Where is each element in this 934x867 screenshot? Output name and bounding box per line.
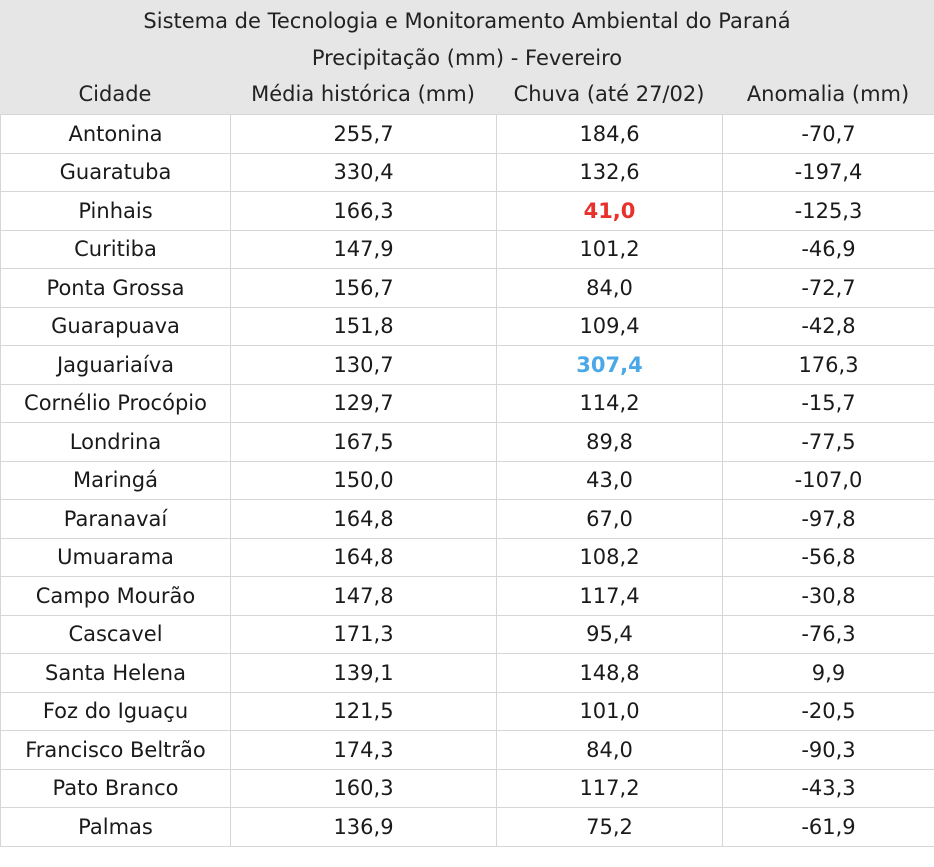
precipitation-table: [0, 114, 934, 847]
anomaly-cell: -43,3: [723, 769, 934, 808]
table-row: [1, 538, 934, 577]
historical-average-cell: 156,7: [231, 269, 497, 308]
table-row: [1, 769, 934, 808]
rainfall-cell: 114,2: [497, 384, 723, 423]
rainfall-cell: 117,2: [497, 769, 723, 808]
column-header-cidade: Cidade: [78, 82, 152, 106]
city-cell: Foz do Iguaçu: [1, 692, 231, 731]
city-cell: Jaguariaíva: [1, 346, 231, 385]
column-headers: [0, 74, 934, 114]
city-cell: Umuarama: [1, 538, 231, 577]
city-cell: Santa Helena: [1, 654, 231, 693]
table-row: [1, 153, 934, 192]
column-header-anomalia: Anomalia (mm): [746, 82, 910, 106]
historical-average-cell: 136,9: [231, 808, 497, 847]
anomaly-cell: 9,9: [723, 654, 934, 693]
table-row: [1, 577, 934, 616]
table-row: [1, 461, 934, 500]
anomaly-cell: -30,8: [723, 577, 934, 616]
table-row: [1, 500, 934, 539]
historical-average-cell: 167,5: [231, 423, 497, 462]
report-title: Sistema de Tecnologia e Monitoramento Ambiental do Paraná: [143, 9, 791, 33]
column-header-chuva: Chuva (até 27/02): [513, 82, 705, 106]
rainfall-cell: 148,8: [497, 654, 723, 693]
rainfall-cell: 84,0: [497, 269, 723, 308]
table-row: [1, 346, 934, 385]
anomaly-cell: -107,0: [723, 461, 934, 500]
table-header: [0, 0, 934, 114]
rainfall-cell: 307,4: [497, 346, 723, 385]
table-row: [1, 731, 934, 770]
table-row: [1, 230, 934, 269]
table-row: [1, 423, 934, 462]
rainfall-cell: 67,0: [497, 500, 723, 539]
city-cell: Guaratuba: [1, 153, 231, 192]
city-cell: Curitiba: [1, 230, 231, 269]
anomaly-cell: 176,3: [723, 346, 934, 385]
anomaly-cell: -197,4: [723, 153, 934, 192]
historical-average-cell: 330,4: [231, 153, 497, 192]
table-row: [1, 307, 934, 346]
city-cell: Cornélio Procópio: [1, 384, 231, 423]
anomaly-cell: -15,7: [723, 384, 934, 423]
historical-average-cell: 147,8: [231, 577, 497, 616]
historical-average-cell: 130,7: [231, 346, 497, 385]
table-row: [1, 692, 934, 731]
historical-average-cell: 151,8: [231, 307, 497, 346]
anomaly-cell: -72,7: [723, 269, 934, 308]
city-cell: Antonina: [1, 115, 231, 154]
city-cell: Cascavel: [1, 615, 231, 654]
anomaly-cell: -56,8: [723, 538, 934, 577]
rainfall-cell: 41,0: [497, 192, 723, 231]
historical-average-cell: 147,9: [231, 230, 497, 269]
anomaly-cell: -70,7: [723, 115, 934, 154]
city-cell: Pato Branco: [1, 769, 231, 808]
historical-average-cell: 164,8: [231, 538, 497, 577]
anomaly-cell: -90,3: [723, 731, 934, 770]
anomaly-cell: -42,8: [723, 307, 934, 346]
rainfall-cell: 43,0: [497, 461, 723, 500]
historical-average-cell: 164,8: [231, 500, 497, 539]
city-cell: Ponta Grossa: [1, 269, 231, 308]
anomaly-cell: -125,3: [723, 192, 934, 231]
rainfall-cell: 89,8: [497, 423, 723, 462]
table-row: [1, 808, 934, 847]
city-cell: Campo Mourão: [1, 577, 231, 616]
city-cell: Paranavaí: [1, 500, 231, 539]
table-row: [1, 192, 934, 231]
anomaly-cell: -97,8: [723, 500, 934, 539]
historical-average-cell: 174,3: [231, 731, 497, 770]
rainfall-cell: 101,2: [497, 230, 723, 269]
table-body: [1, 115, 934, 847]
historical-average-cell: 166,3: [231, 192, 497, 231]
city-cell: Palmas: [1, 808, 231, 847]
historical-average-cell: 150,0: [231, 461, 497, 500]
table-row: [1, 654, 934, 693]
city-cell: Guarapuava: [1, 307, 231, 346]
column-header-media: Média histórica (mm): [251, 82, 475, 106]
rainfall-cell: 75,2: [497, 808, 723, 847]
city-cell: Pinhais: [1, 192, 231, 231]
anomaly-cell: -46,9: [723, 230, 934, 269]
historical-average-cell: 160,3: [231, 769, 497, 808]
table-row: [1, 269, 934, 308]
anomaly-cell: -76,3: [723, 615, 934, 654]
city-cell: Francisco Beltrão: [1, 731, 231, 770]
anomaly-cell: -61,9: [723, 808, 934, 847]
rainfall-cell: 95,4: [497, 615, 723, 654]
historical-average-cell: 129,7: [231, 384, 497, 423]
historical-average-cell: 255,7: [231, 115, 497, 154]
historical-average-cell: 121,5: [231, 692, 497, 731]
anomaly-cell: -20,5: [723, 692, 934, 731]
rainfall-cell: 101,0: [497, 692, 723, 731]
rainfall-cell: 84,0: [497, 731, 723, 770]
city-cell: Londrina: [1, 423, 231, 462]
table-row: [1, 615, 934, 654]
rainfall-cell: 184,6: [497, 115, 723, 154]
report-subtitle: Precipitação (mm) - Fevereiro: [311, 46, 623, 70]
historical-average-cell: 139,1: [231, 654, 497, 693]
historical-average-cell: 171,3: [231, 615, 497, 654]
table-row: [1, 115, 934, 154]
anomaly-cell: -77,5: [723, 423, 934, 462]
rainfall-cell: 108,2: [497, 538, 723, 577]
rainfall-cell: 117,4: [497, 577, 723, 616]
table-row: [1, 384, 934, 423]
rainfall-cell: 109,4: [497, 307, 723, 346]
city-cell: Maringá: [1, 461, 231, 500]
rainfall-cell: 132,6: [497, 153, 723, 192]
